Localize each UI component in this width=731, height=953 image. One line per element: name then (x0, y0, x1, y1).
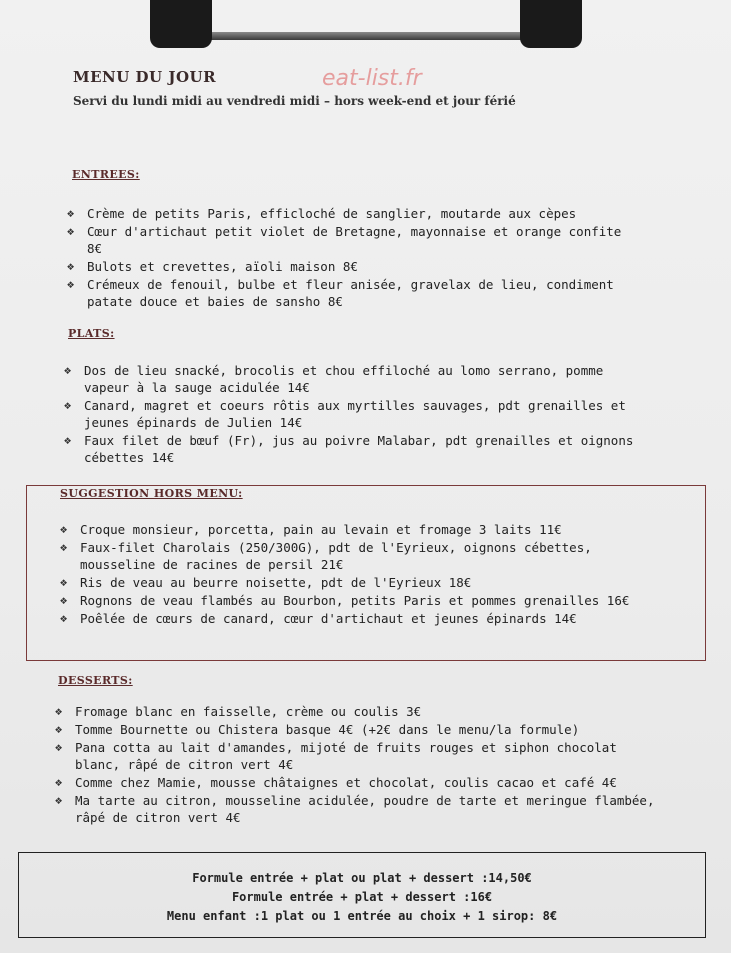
bullet-icon: ❖ (67, 277, 75, 291)
item-text: Croque monsieur, porcetta, pain au levain et fromage 3 laits 11€ (80, 522, 562, 537)
list-item (60, 610, 670, 627)
bullet-icon: ❖ (64, 363, 72, 377)
item-text: Cœur d'artichaut petit violet de Bretagne, mayonnaise et orange confite 8€ (87, 224, 622, 256)
bullet-icon: ❖ (55, 740, 63, 754)
desserts-heading: DESSERTS: (58, 674, 133, 687)
bullet-icon: ❖ (60, 522, 68, 536)
formules-box (18, 852, 706, 938)
item-text: Faux-filet Charolais (250/300G), pdt de l'Eyrieux, oignons cébettes, mousseline de racines de persil 21€ (80, 540, 592, 572)
list-item (64, 397, 644, 431)
list-item (60, 539, 670, 573)
list-item (55, 721, 655, 738)
list-item (67, 276, 637, 310)
list-item (67, 223, 637, 257)
bullet-icon: ❖ (67, 224, 75, 238)
entrees-heading: ENTREES: (72, 168, 140, 181)
bullet-icon: ❖ (67, 206, 75, 220)
suggestion-heading: SUGGESTION HORS MENU: (60, 487, 243, 500)
list-item (55, 703, 655, 720)
item-text: Crémeux de fenouil, bulbe et fleur anisée, gravelax de lieu, condiment patate douce et baies de sansho 8€ (87, 277, 614, 309)
clipboard-clip (150, 0, 582, 52)
list-item (67, 205, 637, 222)
bullet-icon: ❖ (55, 704, 63, 718)
formule-line: Menu enfant :1 plat ou 1 entrée au choix + 1 sirop: 8€ (166, 909, 558, 923)
desserts-list (55, 703, 655, 827)
bullet-icon: ❖ (55, 793, 63, 807)
bullet-icon: ❖ (64, 398, 72, 412)
list-item (60, 521, 670, 538)
clip-right-end (520, 0, 582, 48)
watermark: eat-list.fr (322, 66, 422, 91)
list-item (60, 592, 670, 609)
item-text: Ma tarte au citron, mousseline acidulée, poudre de tarte et meringue flambée, râpé de citron vert 4€ (75, 793, 655, 825)
list-item (55, 774, 655, 791)
item-text: Faux filet de bœuf (Fr), jus au poivre Malabar, pdt grenailles et oignons cébettes 14€ (84, 433, 634, 465)
bullet-icon: ❖ (67, 259, 75, 273)
item-text: Bulots et crevettes, aïoli maison 8€ (87, 259, 358, 274)
suggestion-list (60, 521, 670, 628)
item-text: Ris de veau au beurre noisette, pdt de l'Eyrieux 18€ (80, 575, 472, 590)
list-item (64, 362, 644, 396)
plats-list (64, 362, 644, 467)
menu-title: MENU DU JOUR (73, 68, 217, 86)
bullet-icon: ❖ (60, 540, 68, 554)
item-text: Pana cotta au lait d'amandes, mijoté de fruits rouges et siphon chocolat blanc, râpé de citron vert 4€ (75, 740, 617, 772)
list-item (67, 258, 637, 275)
item-text: Poêlée de cœurs de canard, cœur d'artichaut et jeunes épinards 14€ (80, 611, 577, 626)
clip-bar (190, 32, 550, 40)
plats-heading: PLATS: (68, 327, 115, 340)
bullet-icon: ❖ (55, 722, 63, 736)
list-item (55, 739, 655, 773)
bullet-icon: ❖ (55, 775, 63, 789)
clip-left-end (150, 0, 212, 48)
list-item (64, 432, 644, 466)
bullet-icon: ❖ (60, 611, 68, 625)
menu-subtitle: Servi du lundi midi au vendredi midi – hors week-end et jour férié (73, 94, 516, 108)
item-text: Fromage blanc en faisselle, crème ou coulis 3€ (75, 704, 422, 719)
item-text: Comme chez Mamie, mousse châtaignes et chocolat, coulis cacao et café 4€ (75, 775, 617, 790)
item-text: Canard, magret et coeurs rôtis aux myrtilles sauvages, pdt grenailles et jeunes épinards de Julien 14€ (84, 398, 626, 430)
item-text: Rognons de veau flambés au Bourbon, petits Paris et pommes grenailles 16€ (80, 593, 630, 608)
bullet-icon: ❖ (60, 575, 68, 589)
item-text: Crème de petits Paris, efficloché de sanglier, moutarde aux cèpes (87, 206, 577, 221)
bullet-icon: ❖ (60, 593, 68, 607)
item-text: Dos de lieu snacké, brocolis et chou effiloché au lomo serrano, pomme vapeur à la sauge acidulée 14€ (84, 363, 604, 395)
entrees-list (67, 205, 637, 311)
list-item (60, 574, 670, 591)
list-item (55, 792, 655, 826)
bullet-icon: ❖ (64, 433, 72, 447)
formule-line: Formule entrée + plat ou plat + dessert :14,50€ (192, 871, 532, 885)
formule-line: Formule entrée + plat + dessert :16€ (231, 890, 493, 904)
item-text: Tomme Bournette ou Chistera basque 4€ (+2€ dans le menu/la formule) (75, 722, 580, 737)
